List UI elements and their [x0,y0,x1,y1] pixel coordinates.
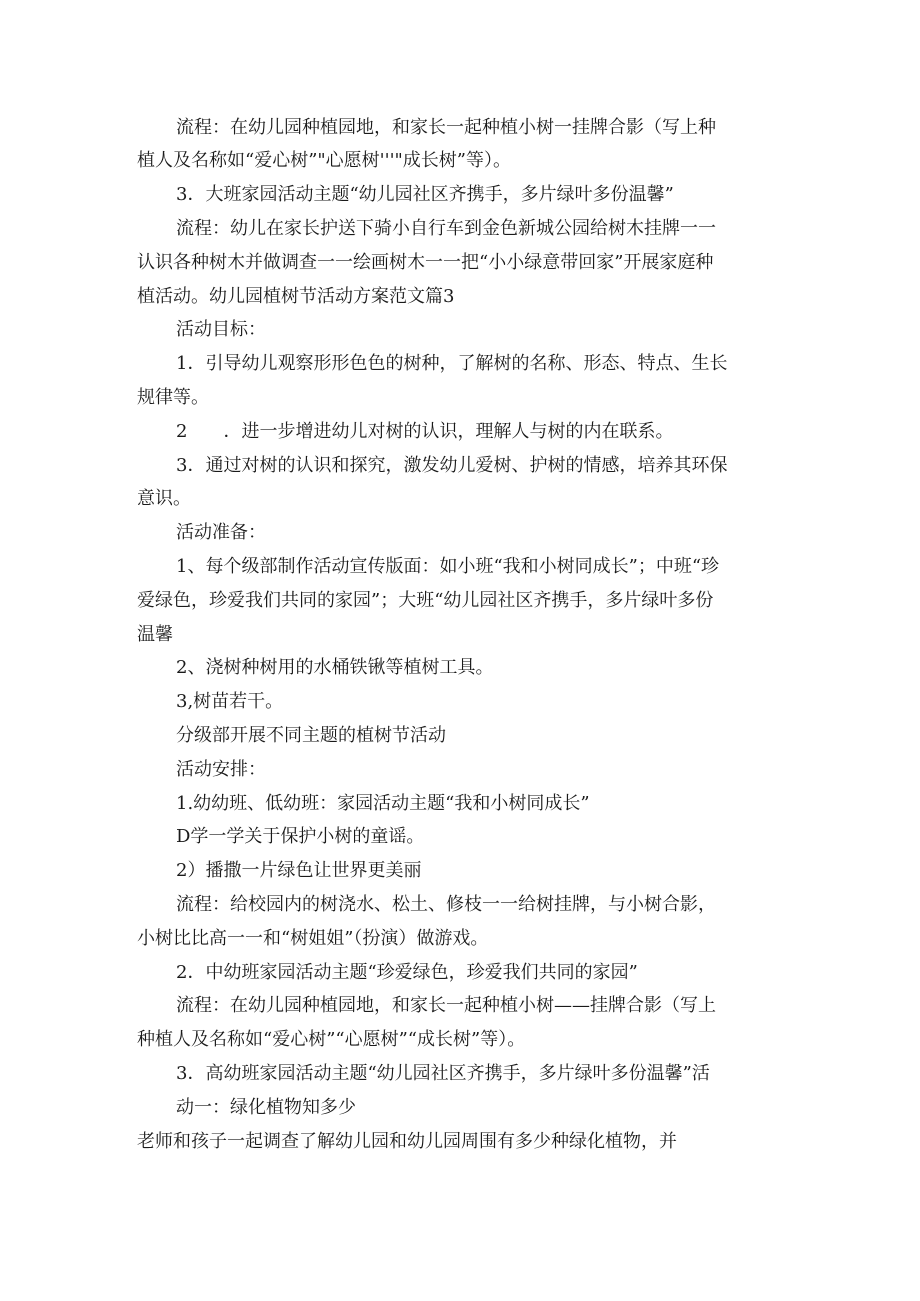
text-line: D学一学关于保护小树的童谣。 [176,826,425,847]
text-line: 1.幼幼班、低幼班：家园活动主题“我和小树同成长” [176,793,590,814]
text-line: 温馨 [137,624,173,645]
text-line: 流程：在幼儿园种植园地，和家长一起种植小树一挂牌合影（写上种 [176,117,716,138]
text-line: 意识。 [137,488,191,509]
text-line: 种植人及名称如“爱心树”“心愿树”“成长树”等）。 [137,1029,526,1050]
text-line: 2）播撒一片绿色让世界更美丽 [176,860,422,881]
text-line: 小树比比高一一和“树姐姐”（扮演）做游戏。 [137,928,489,949]
text-line: 分级部开展不同主题的植树节活动 [176,725,446,746]
text-line: 1．引导幼儿观察形形色色的树种，了解树的名称、形态、特点、生长 [176,353,728,374]
text-line: 3．高幼班家园活动主题“幼儿园社区齐携手，多片绿叶多份温馨”活 [176,1063,710,1084]
text-line: 活动安排： [176,759,266,780]
text-line: 流程：在幼儿园种植园地，和家长一起种植小树——挂牌合影（写上 [176,995,716,1016]
text-line: 2．中幼班家园活动主题“珍爱绿色，珍爱我们共同的家园” [176,962,638,983]
text-line: 规律等。 [137,387,209,408]
text-line: 爱绿色，珍爱我们共同的家园”；大班“幼儿园社区齐携手，多片绿叶多份 [137,590,714,611]
text-line: 3．通过对树的认识和探究，激发幼儿爱树、护树的情感，培养其环保 [176,455,728,476]
text-line: 动一：绿化植物知多少 [176,1097,356,1118]
text-line: 植人及名称如“爱心树”"心愿树'''"成长树”等）。 [137,150,512,171]
text-line: 2 ．进一步增进幼儿对树的认识，理解人与树的内在联系。 [176,421,674,442]
text-line: 3．大班家园活动主题“幼儿园社区齐携手，多片绿叶多份温馨” [176,184,674,205]
text-line: 2、浇树种树用的水桶铁锹等植树工具。 [176,657,494,678]
text-line: 1、每个级部制作活动宣传版面：如小班“我和小树同成长”；中班“珍 [176,556,720,577]
text-line: 活动准备： [176,522,266,543]
text-line: 3,树苗若干。 [176,691,284,712]
text-line: 活动目标： [176,319,266,340]
text-line: 流程：幼儿在家长护送下骑小自行车到金色新城公园给树木挂牌一一 [176,218,716,239]
text-line: 流程：给校园内的树浇水、松土、修枝一一给树挂牌，与小树合影， [176,894,716,915]
text-line: 老师和孩子一起调查了解幼儿园和幼儿园周围有多少种绿化植物，并 [137,1131,677,1152]
text-line: 认识各种树木并做调查一一绘画树木一一把“小小绿意带回家”开展家庭种 [137,252,714,273]
text-line: 植活动。幼儿园植树节活动方案范文篇3 [137,286,455,307]
